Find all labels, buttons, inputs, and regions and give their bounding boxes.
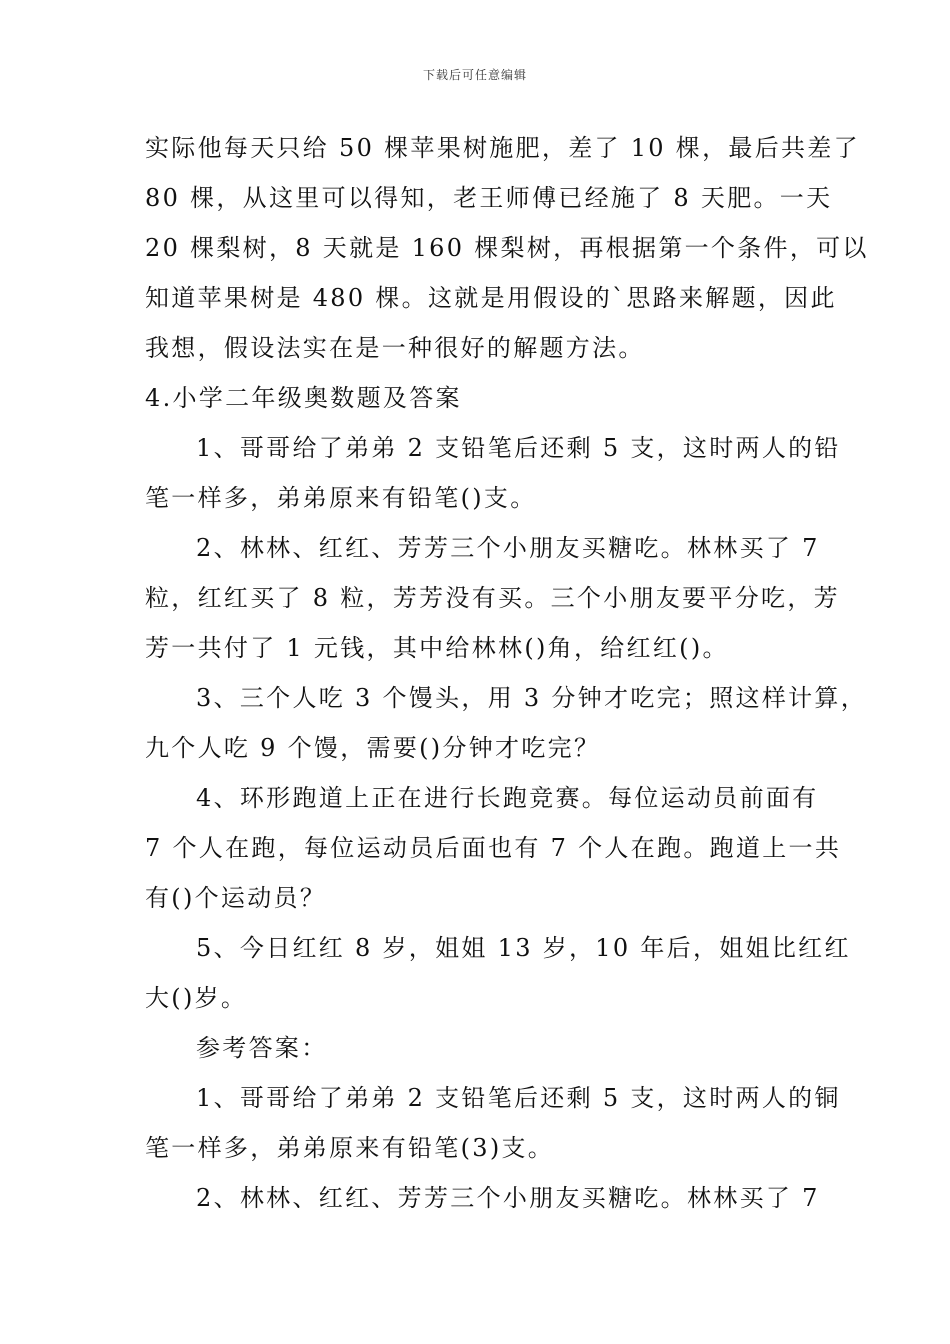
question-line: 大()岁。 [145, 984, 248, 1012]
question-line: 粒，红红买了 8 粒，芳芳没有买。三个小朋友要平分吃，芳 [145, 584, 840, 612]
paragraph-line: 实际他每天只给 50 棵苹果树施肥，差了 10 棵，最后共差了 [145, 134, 860, 162]
question-line: 1、哥哥给了弟弟 2 支铅笔后还剩 5 支，这时两人的铅 [196, 434, 841, 462]
question-line: 九个人吃 9 个馒，需要()分钟才吃完？ [145, 734, 601, 762]
answer-line: 2、林林、红红、芳芳三个小朋友买糖吃。林林买了 7 [196, 1184, 820, 1212]
question-line: 芳一共付了 1 元钱，其中给林林()角，给红红()。 [145, 634, 729, 662]
question-line: 4、环形跑道上正在进行长跑竞赛。每位运动员前面有 [196, 784, 819, 812]
paragraph-line: 20 棵梨树，8 天就是 160 棵梨树，再根据第一个条件，可以 [145, 234, 869, 262]
question-line: 2、林林、红红、芳芳三个小朋友买糖吃。林林买了 7 [196, 534, 820, 562]
question-line: 有()个运动员？ [145, 884, 327, 912]
question-line: 5、今日红红 8 岁，姐姐 13 岁，10 年后，姐姐比红红 [196, 934, 851, 962]
question-line: 7 个人在跑，每位运动员后面也有 7 个人在跑。跑道上一共 [145, 834, 842, 862]
paragraph-line: 80 棵，从这里可以得知，老王师傅已经施了 8 天肥。一天 [145, 184, 833, 212]
question-line: 笔一样多，弟弟原来有铅笔()支。 [145, 484, 537, 512]
answer-line: 1、哥哥给了弟弟 2 支铅笔后还剩 5 支，这时两人的铜 [196, 1084, 841, 1112]
answer-line: 笔一样多，弟弟原来有铅笔(3)支。 [145, 1134, 555, 1162]
answer-heading: 参考答案： [196, 1034, 328, 1062]
paragraph-line: 知道苹果树是 480 棵。这就是用假设的`思路来解题，因此 [145, 284, 837, 312]
page-header: 下载后可任意编辑 [422, 68, 527, 82]
section-heading: 4.小学二年级奥数题及答案 [145, 384, 462, 412]
paragraph-line: 我想，假设法实在是一种很好的解题方法。 [145, 334, 645, 362]
question-line: 3、三个人吃 3 个馒头，用 3 分钟才吃完；照这样计算， [196, 684, 868, 712]
